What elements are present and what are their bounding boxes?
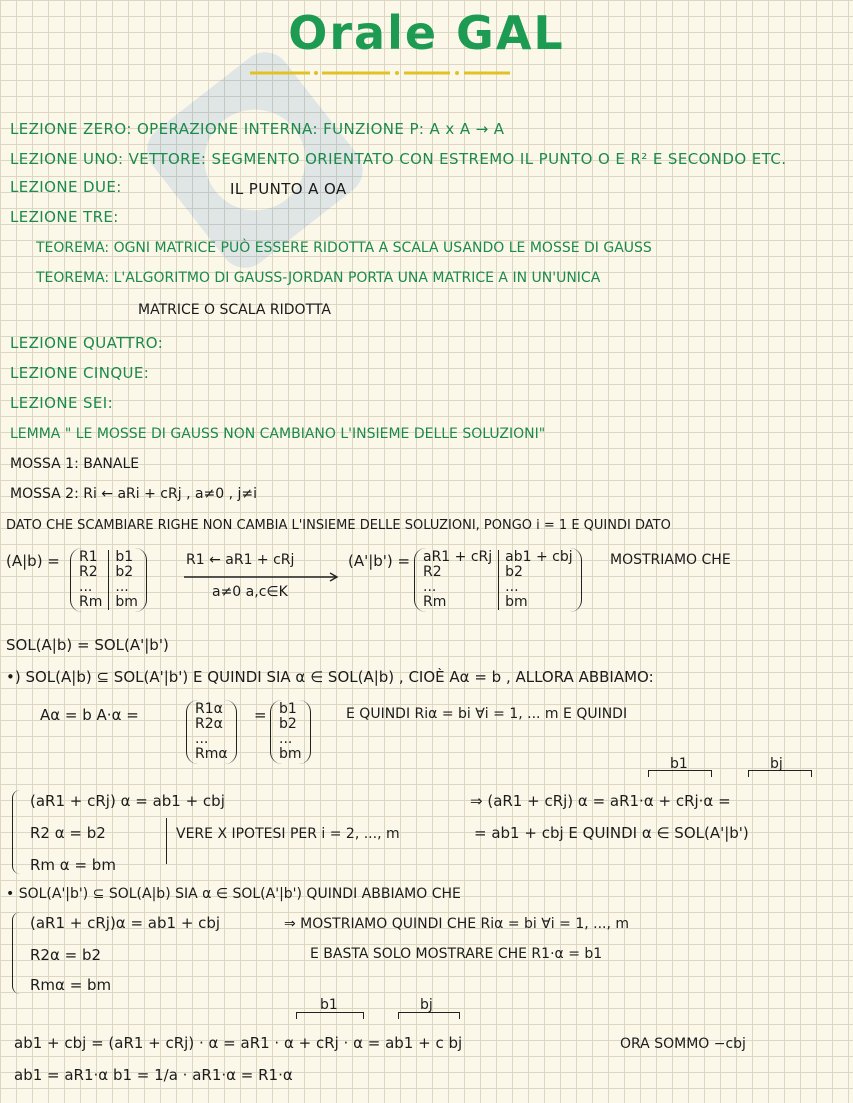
lesson-three: LEZIONE TRE: — [10, 208, 119, 226]
row-operation: R1 ← aR1 + cRj — [186, 552, 295, 568]
system1-row2: R2 α = b2 — [30, 824, 106, 842]
page-title: Orale GAL — [288, 6, 565, 60]
lesson-two-text: IL PUNTO A OA — [230, 180, 347, 198]
brace-b1-final — [296, 1012, 364, 1019]
system1-row1: (aR1 + cRj) α = ab1 + cbj — [30, 792, 225, 810]
lemma: LEMMA " LE MOSSE DI GAUSS NON CAMBIANO L'INSIEME DELLE SOLUZIONI" — [10, 426, 546, 442]
move-1: MOSSA 1: BANALE — [10, 456, 140, 472]
brace-bj-label: bj — [770, 756, 783, 772]
final-eq-2: ab1 = aR1·α b1 = 1/a · aR1·α = R1·α — [14, 1066, 293, 1084]
system2-row2: R2α = b2 — [30, 946, 102, 964]
theorem-1: TEOREMA: OGNI MATRICE PUÒ ESSERE RIDOTTA A SCALA USANDO LE MOSSE DI GAUSS — [36, 240, 652, 256]
brace-bj-final — [398, 1012, 460, 1019]
sol-equality: SOL(A|b) = SOL(A'|b') — [6, 636, 169, 654]
apb-label: (A'|b') = — [348, 552, 411, 570]
line-dato-che: DATO CHE SCAMBIARE RIGHE NON CAMBIA L'INSIEME DELLE SOLUZIONI, PONGO i = 1 E QUINDI DATO — [6, 518, 671, 533]
matrix-apb: aR1 + cRj R2 ... Rm ab1 + cbj b2 ... bm — [414, 546, 582, 612]
bracket-right — [160, 818, 167, 864]
basta-mostrare: E BASTA SOLO MOSTRARE CHE R1·α = b1 — [310, 946, 603, 962]
theorem-2: TEOREMA: L'ALGORITMO DI GAUSS-JORDAN PORTA UNA MATRICE A IN UN'UNICA — [36, 270, 601, 286]
mostriamo-che: MOSTRIAMO CHE — [610, 552, 731, 568]
implication-1: ⇒ (aR1 + cRj) α = aR1·α + cRj·α = — [470, 792, 731, 810]
conclusion-1: = ab1 + cbj E QUINDI α ∈ SOL(A'|b') — [474, 824, 749, 842]
lesson-one: LEZIONE UNO: VETTORE: SEGMENTO ORIENTATO CON ESTREMO IL PUNTO O E R² E SECONDO ETC. — [10, 150, 787, 168]
ora-sommo: ORA SOMMO −cbj — [620, 1036, 746, 1052]
system2-row3: Rmα = bm — [30, 976, 112, 994]
matrix-a-alpha: R1α R2α ... Rmα — [186, 698, 237, 764]
row-operation-condition: a≠0 a,c∈K — [212, 584, 288, 600]
brace-b1-label: b1 — [670, 756, 688, 772]
arrow-right-icon — [184, 572, 344, 582]
equals-sign: = — [254, 706, 267, 724]
ab-label: (A|b) = — [6, 552, 60, 570]
lesson-five: LEZIONE CINQUE: — [10, 364, 150, 382]
system1-row3: Rm α = bm — [30, 856, 116, 874]
first-inclusion: •) SOL(A|b) ⊆ SOL(A'|b') E QUINDI SIA α ∈ SOL(A|b) , CIOÈ Aα = b , ALLORA ABBIAMO: — [6, 668, 654, 686]
matrix-ab: R1 R2 ... Rm b1 b2 ... bm — [70, 546, 147, 612]
system2-row1: (aR1 + cRj)α = ab1 + cbj — [30, 914, 221, 932]
mostriamo-quindi: ⇒ MOSTRIAMO QUINDI CHE Riα = bi ∀i = 1, ..., m — [284, 916, 630, 932]
move-2: MOSSA 2: Ri ← aRi + cRj , a≠0 , j≠i — [10, 486, 258, 502]
title-underline-decoration — [250, 68, 510, 78]
theorem-2-cont: MATRICE O SCALA RIDOTTA — [138, 302, 331, 318]
lesson-zero: LEZIONE ZERO: OPERAZIONE INTERNA: FUNZIONE P: A x A → A — [10, 120, 505, 138]
vere-ipotesi: VERE X IPOTESI PER i = 2, ..., m — [176, 826, 400, 842]
second-inclusion: • SOL(A'|b') ⊆ SOL(A|b) SIA α ∈ SOL(A'|b') QUINDI ABBIAMO CHE — [6, 886, 461, 902]
e-quindi-line: E QUINDI Riα = bi ∀i = 1, ... m E QUINDI — [346, 706, 628, 722]
system-brace-1 — [12, 790, 20, 874]
a-alpha-eq: Aα = b A·α = — [40, 706, 139, 724]
brace-bj-final-label: bj — [420, 997, 433, 1013]
final-eq-1: ab1 + cbj = (aR1 + cRj) · α = aR1 · α + cRj · α = ab1 + c bj — [14, 1034, 463, 1052]
lesson-six: LEZIONE SEI: — [10, 394, 114, 412]
lesson-four: LEZIONE QUATTRO: — [10, 334, 164, 352]
matrix-b: b1 b2 ... bm — [270, 698, 311, 764]
lesson-two: LEZIONE DUE: — [10, 178, 122, 196]
brace-b1-final-label: b1 — [320, 997, 338, 1013]
system-brace-2 — [12, 912, 20, 994]
